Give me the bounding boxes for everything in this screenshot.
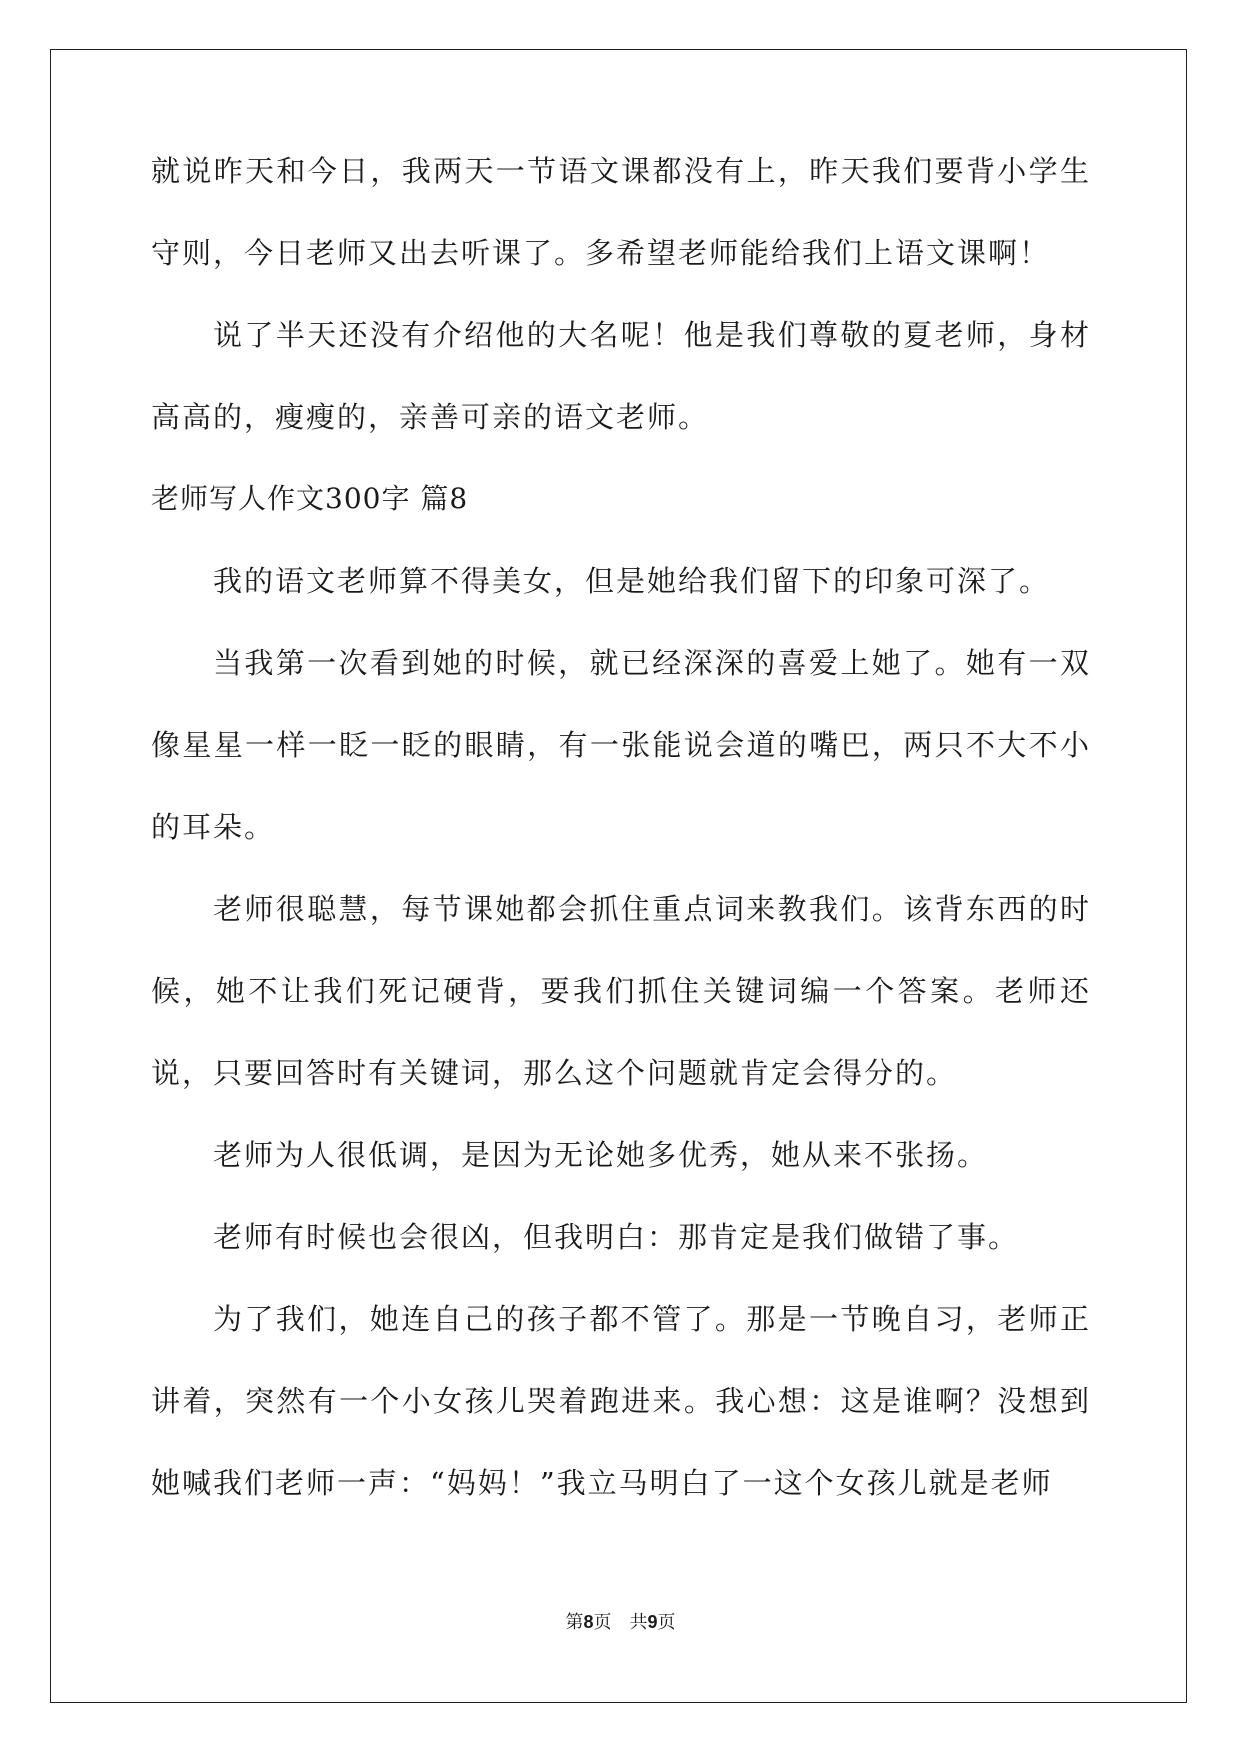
paragraph-3: 我的语文老师算不得美女，但是她给我们留下的印象可深了。 (213, 564, 1051, 598)
current-page-number: 8 (583, 1612, 594, 1632)
paragraph-1: 就说昨天和今日，我两天一节语文课都没有上，昨天我们要背小学生守则，今日老师又出去听课了。多希望老师能给我们上语文课啊！ (151, 154, 1091, 270)
footer-mid: 页 共 (593, 1612, 648, 1633)
footer-prefix: 第 (565, 1612, 584, 1633)
page-number-footer (0, 1608, 1241, 1634)
footer-suffix: 页 (657, 1612, 676, 1633)
paragraph-8: 为了我们，她连自己的孩子都不管了。那是一节晚自习，老师正讲着，突然有一个小女孩儿哭着跑进来。我心想：这是谁啊？没想到她喊我们老师一声：“妈妈！”我立马明白了一这个女孩儿就是老师 (151, 1302, 1091, 1500)
paragraph-7: 老师有时候也会很凶，但我明白：那肯定是我们做错了事。 (213, 1220, 1020, 1254)
paragraph-6: 老师为人很低调，是因为无论她多优秀，她从来不张扬。 (213, 1138, 989, 1172)
total-page-number: 9 (647, 1612, 658, 1632)
paragraph-5: 老师很聪慧，每节课她都会抓住重点词来教我们。该背东西的时候，她不让我们死记硬背，要我们抓住关键词编一个答案。老师还说，只要回答时有关键词，那么这个问题就肯定会得分的。 (151, 892, 1091, 1090)
section-heading: 老师写人作文300字 篇8 (151, 482, 469, 515)
paragraph-4: 当我第一次看到她的时候，就已经深深的喜爱上她了。她有一双像星星一样一眨一眨的眼睛，有一张能说会道的嘴巴，两只不大不小的耳朵。 (151, 646, 1091, 844)
paragraph-2: 说了半天还没有介绍他的大名呢！他是我们尊敬的夏老师，身材高高的，瘦瘦的，亲善可亲的语文老师。 (151, 318, 1091, 434)
